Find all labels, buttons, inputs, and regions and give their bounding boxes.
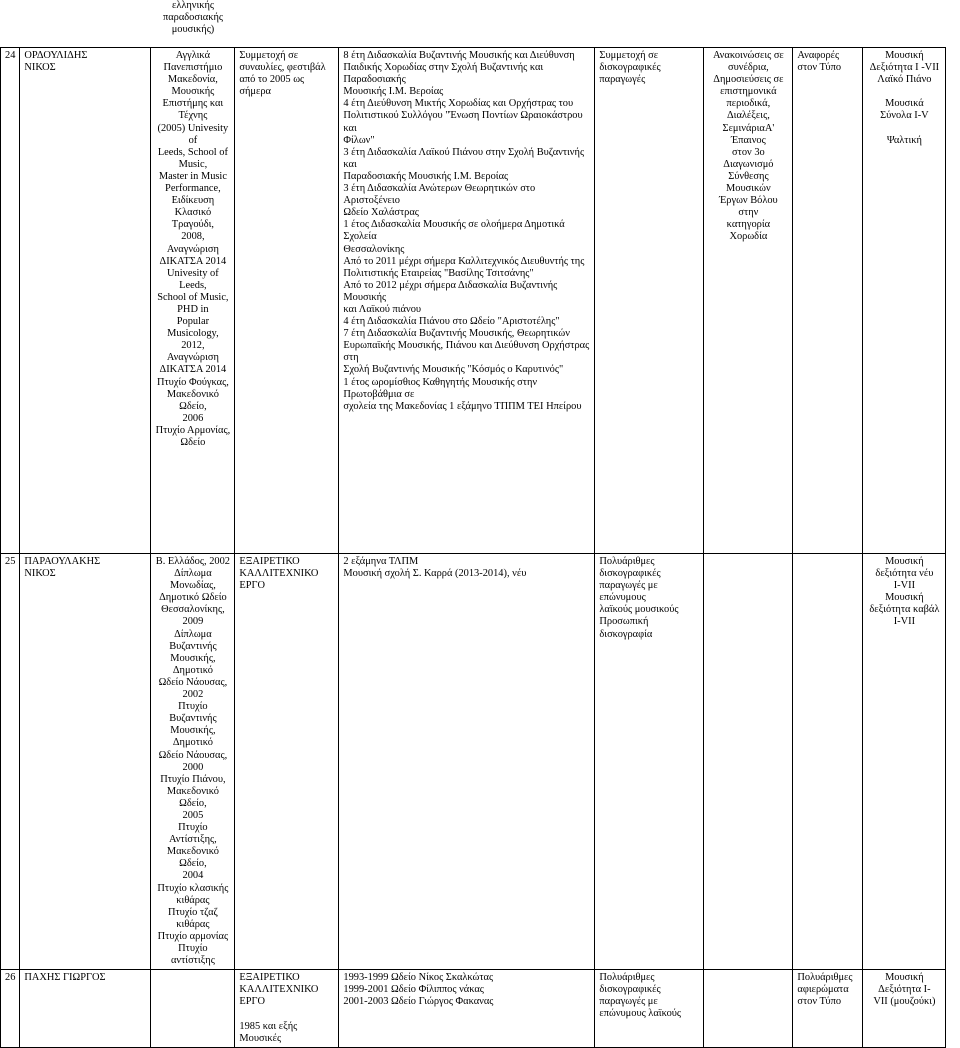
cell-line: Προσωπική δισκογραφία [599, 616, 653, 640]
degrees-cell [151, 48, 235, 554]
cell-line: VII (μουζούκι) [873, 996, 936, 1008]
cell-line [867, 123, 941, 135]
publications-cell [704, 970, 793, 1048]
cell-line: 3 έτη Διδασκαλία Λαϊκού Πιάνου στην Σχολή Βυζαντινής και [343, 146, 585, 170]
cell-line: Σύνθεσης [728, 170, 769, 182]
cell-line: στην [738, 207, 759, 219]
cell-line: 1993-1999 Ωδείο Νίκος Σκαλκώτας [343, 972, 494, 984]
cell-line: Β. Ελλάδος, 2002 [155, 556, 230, 567]
cell-line: Μουσική [885, 556, 924, 567]
cell-line: I-VII [893, 616, 916, 628]
cell-line: συναυλίες, φεστιβάλ [239, 62, 326, 74]
cell-line: 8 έτη Διδασκαλία Βυζαντινής Μουσικής και Διεύθυνση [343, 50, 575, 61]
cell-line: δεξιότητα καβάλ [869, 604, 940, 616]
cell-line: Πτυχίο τζαζ κιθάρας [167, 906, 218, 930]
cell-line: ΝΙΚΟΣ [24, 568, 56, 580]
cell-line: Popular Musicology, [167, 316, 219, 340]
cell-line: Μουσικής, Δημοτικό [170, 725, 216, 749]
cell-line: Μουσικά [885, 98, 924, 110]
artistic-work-cell [235, 554, 339, 970]
cell-line: στον 3ο [732, 146, 765, 158]
discography-cell [595, 48, 704, 554]
cell-line: 1999-2001 Ωδείο Φίλιππος νάκας [343, 984, 484, 996]
cell-line: ΔΙΚΑΤΣΑ 2014 [159, 364, 227, 376]
cell-line: PHD in [177, 303, 209, 315]
header-line: παραδοσιακής [162, 12, 224, 24]
cell-line: Πτυχίο Αρμονίας, [155, 424, 231, 436]
header-line: μουσικής) [171, 24, 215, 36]
cell-line: 4 έτη Διεύθυνση Μικτής Χορωδίας και Ορχήστρας του [343, 98, 574, 110]
press-references-cell [793, 970, 863, 1048]
cell-line: Πολυάριθμες [599, 556, 655, 567]
cell-line: Πολιτιστικής Εταιρείας "Βασίλης Τσιτσάνης" [343, 267, 534, 279]
cell-line: Πτυχίο Πιάνου, [160, 773, 226, 785]
cell-line: Μακεδονικό Ωδείο, [166, 846, 219, 870]
cell-line: λαϊκούς μουσικούς [599, 604, 679, 616]
cell-line: Ωδείο Νάουσας, [158, 676, 228, 688]
cell-line [867, 86, 941, 98]
cell-line: συνέδρια, [728, 62, 769, 74]
header-line: ελληνικής [171, 0, 215, 11]
cell-line: στον Τύπο [797, 996, 842, 1008]
cell-line: δισκογραφικές [599, 62, 661, 74]
cell-line: Πτυχίο αντίστιξης [170, 943, 215, 967]
press-references-cell [793, 48, 863, 554]
cell-line: παραγωγές με επώνυμους [599, 580, 658, 604]
cell-line: Δεξιότητα Ι -VII [869, 62, 940, 74]
cell-line: Master in Music [158, 170, 227, 182]
cell-line [239, 1008, 334, 1020]
cell-line: επιστημονικά [720, 86, 777, 98]
cell-line: Δεξιότητα Ι- [878, 984, 931, 996]
cell-line: 7 έτη Διδασκαλία Βυζαντινής Μουσικής, Θεωρητικών [343, 328, 570, 340]
cell-line: ΠΑΡΑΟΥΛΑΚΗΣ [24, 556, 101, 567]
cell-line: 2006 [182, 412, 204, 424]
cell-line: 2005 [182, 809, 204, 821]
cell-line: παραγωγές [599, 74, 646, 86]
cell-line: Univesity of Leeds, [167, 267, 219, 291]
cell-line: Παιδικής Χορωδίας στην Σχολή Βυζαντινής και Παραδοσιακής [343, 62, 544, 86]
cell-line: ΕΞΑΙΡΕΤΙΚΟ [239, 972, 300, 984]
cell-line: Σχολή Βυζαντινής Μουσικής "Κόσμός ο Καρυτινός" [343, 364, 564, 376]
cell-line: ΔΙΚΑΤΣΑ 2014 [159, 255, 227, 267]
cell-line: Μουσική [885, 50, 924, 61]
cell-line: σχολεία της Μακεδονίας 1 εξάμηνο ΤΠΠΜ ΤΕΙ Ηπείρου [343, 400, 582, 412]
cell-line: ΕΞΑΙΡΕΤΙΚΟ [239, 556, 300, 567]
cell-line: ΚΑΛΛΙΤΕΧΝΙΚΟ ΕΡΓΟ [239, 568, 319, 592]
cell-line: 2000 [182, 761, 204, 773]
cell-line: Δίπλωμα Μονωδίας, [169, 568, 216, 592]
row-number [1, 554, 20, 970]
cell-line: Από το 2011 μέχρι σήμερα Καλλιτεχνικός Διευθυντής της [343, 255, 585, 267]
degrees-cell [151, 554, 235, 970]
cell-line: Αναφορές [797, 50, 840, 61]
cell-line: Πανεπιστήμιο [163, 62, 223, 74]
subjects-cell [863, 554, 946, 970]
cell-line: Χορωδία [729, 231, 768, 243]
cell-line: Μουσική [885, 592, 924, 604]
cell-line: ΣεμινάριαΑ' [722, 122, 775, 134]
cell-line: Αγγλικά [175, 50, 211, 61]
cell-line: και Λαϊκού πιάνου [343, 303, 422, 315]
cell-line: Music, [178, 158, 208, 170]
cell-line: Τέχνης [178, 110, 208, 122]
cell-line: Διαλέξεις, [726, 110, 770, 122]
cell-line: Leeds, School of [157, 146, 228, 158]
cell-line: Μουσικής, Δημοτικό [170, 652, 216, 676]
cell-line: κιθάρας [176, 894, 210, 906]
publications-cell [704, 48, 793, 554]
cell-line: (2005) Univesity of [157, 122, 229, 146]
cell-line: Μουσική [885, 972, 924, 984]
row-number [1, 970, 20, 1048]
cell-line: 3 έτη Διδασκαλία Ανώτερων Θεωρητικών στο Αριστοξένειο [343, 183, 536, 207]
staff-name [20, 48, 151, 554]
teaching-experience-cell [339, 554, 595, 970]
staff-name [20, 554, 151, 970]
cell-line: Πολυάριθμες [797, 972, 853, 984]
cell-text: 26 [5, 972, 16, 984]
cell-line: 1985 και εξής Μουσικές [239, 1020, 298, 1044]
cell-line: επώνυμους λαϊκούς [599, 1008, 682, 1020]
cell-line: 1 έτος Διδασκαλία Μουσικής σε ολοήμερα Δημοτικά Σχολεία [343, 219, 565, 243]
cell-line: 2012, Αναγνώριση [166, 340, 219, 364]
table-row [1, 554, 946, 970]
cell-line: Μουσική σχολή Σ. Καρρά (2013-2014), νέυ [343, 568, 527, 580]
cell-line: 2001-2003 Ωδείο Γιώργος Φακανας [343, 996, 494, 1008]
cell-line: περιοδικά, [726, 98, 771, 110]
cell-line: ΠΑΧΗΣ ΓΙΩΡΓΟΣ [24, 972, 106, 984]
cell-line: Μουσικών [726, 183, 771, 195]
discography-cell [595, 970, 704, 1048]
cell-line: Δημοσιεύσεις σε [713, 74, 784, 86]
artistic-work-cell [235, 48, 339, 554]
cell-line: Θεσσαλονίκης [343, 243, 405, 255]
cell-line: Ψαλτική [886, 134, 922, 146]
cell-line: 2 εξάμηνα ΤΛΠΜ [343, 556, 419, 567]
cell-line: Μακεδονικό Ωδείο, [166, 388, 219, 412]
cell-line: School of Music, [157, 291, 229, 303]
cell-line: Ειδίκευση [171, 195, 215, 207]
cell-line: Συμμετοχή σε [599, 50, 659, 61]
row-number [1, 48, 20, 554]
cell-line: I-VII [893, 580, 916, 592]
cell-line: Μακεδονία, [167, 74, 218, 86]
cell-line: ΟΡΔΟΥΛΙΔΗΣ [24, 50, 88, 61]
cell-line: Δίπλωμα Βυζαντινής [169, 628, 217, 652]
cell-line: Πτυχίο κλασικής [157, 882, 229, 894]
cell-line: ΚΑΛΛΙΤΕΧΝΙΚΟ ΕΡΓΟ [239, 984, 319, 1008]
cell-line: Ευρωπαϊκής Μουσικής, Πιάνου και Διεύθυνση Ορχήστρας στη [343, 340, 590, 364]
cell-line: ΝΙΚΟΣ [24, 62, 56, 74]
cell-line: Παραδοσιακής Μουσικής Ι.Μ. Βεροίας [343, 170, 509, 182]
cell-line: Πτυχίο αρμονίας [157, 930, 229, 942]
cell-text: 25 [5, 556, 16, 567]
cell-line: δεξιότητα νέυ [875, 568, 934, 580]
cell-line: Θεσσαλονίκης, 2009 [161, 604, 225, 628]
cell-line: στον Τύπο [797, 62, 842, 74]
cell-line: Φίλων" [343, 134, 375, 146]
cell-line: Δημοτικό Ωδείο [159, 592, 227, 604]
cell-line: Ωδείο Νάουσας, [158, 749, 228, 761]
cell-line: Ανακοινώσεις σε [712, 50, 784, 61]
staff-table [0, 47, 946, 1048]
cell-line: Πτυχίο Αντίστιξης, [169, 822, 217, 846]
press-references-cell [793, 554, 863, 970]
cell-line: 2004 [182, 870, 204, 882]
cell-line: Κλασικό Τραγούδι, [171, 207, 214, 231]
subjects-cell [863, 970, 946, 1048]
cell-line: δισκογραφικές [599, 984, 661, 996]
cell-line: Μουσικής [171, 86, 215, 98]
cell-line: Μουσικής Ι.Μ. Βεροίας [343, 86, 444, 98]
cell-line: Ωδείο [180, 437, 206, 448]
cell-line: σήμερα [239, 86, 271, 98]
cell-line: Έπαινος [731, 134, 766, 146]
cell-line: Πολυάριθμες [599, 972, 655, 984]
staff-name [20, 970, 151, 1048]
publications-cell [704, 554, 793, 970]
subjects-cell [863, 48, 946, 554]
cell-line: από το 2005 ως [239, 74, 305, 86]
cell-line: κατηγορία [726, 219, 771, 231]
cell-line: 2008, Αναγνώριση [166, 231, 219, 255]
cell-line: Μακεδονικό Ωδείο, [166, 785, 219, 809]
cell-line: αφιερώματα [797, 984, 849, 996]
artistic-work-cell [235, 970, 339, 1048]
cell-line: Πολιτιστικού Συλλόγου "Ένωση Ποντίων Ωραιοκάστρου και [343, 110, 583, 134]
table-row [1, 970, 946, 1048]
cell-line: Λαϊκό Πιάνο [877, 74, 932, 86]
cell-line: παραγωγές με [599, 996, 658, 1008]
cell-line: 2002 [182, 689, 204, 701]
cell-line: Έργων Βόλου [719, 195, 778, 207]
cell-line: Διαγωνισμό [723, 158, 774, 170]
cell-line: Συμμετοχή σε [239, 50, 299, 61]
header-cell-text [153, 0, 233, 36]
cell-line: Σύνολα Ι-V [880, 110, 929, 122]
degrees-cell [151, 970, 235, 1048]
cell-line: Ωδείο Χαλάστρας [343, 207, 419, 219]
teaching-experience-cell [339, 970, 595, 1048]
cell-text: 24 [5, 50, 16, 61]
cell-line: 4 έτη Διδασκαλία Πιάνου στο Ωδείο "Αριστοτέλης" [343, 316, 560, 328]
cell-line: Πτυχίο Βυζαντινής [169, 701, 217, 725]
discography-cell [595, 554, 704, 970]
cell-line: Πτυχίο Φούγκας, [156, 376, 229, 388]
cell-line: Performance, [165, 183, 221, 195]
cell-line: Από το 2012 μέχρι σήμερα Διδασκαλία Βυζαντινής Μουσικής [343, 279, 558, 303]
cell-line: δισκογραφικές [599, 568, 661, 580]
cell-line: 1 έτος ωρομίσθιος Καθηγητής Μουσικής στην Πρωτοβάθμια σε [343, 376, 538, 400]
teaching-experience-cell [339, 48, 595, 554]
cell-line: Επιστήμης και [162, 98, 224, 110]
table-row [1, 48, 946, 554]
